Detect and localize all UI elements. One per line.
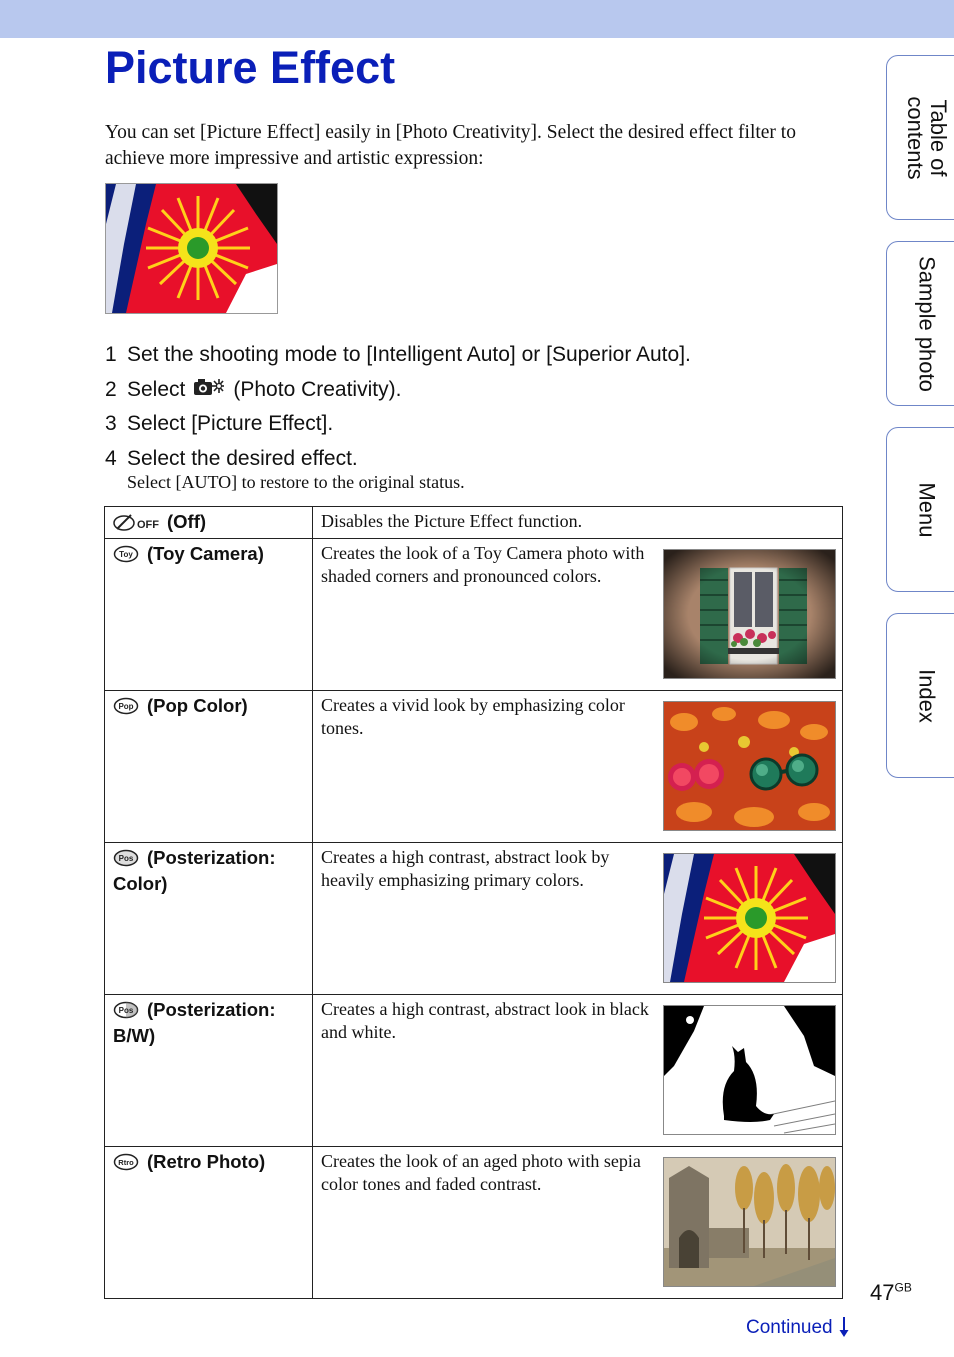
tab-index[interactable]: Index	[886, 613, 954, 778]
toy-camera-icon	[113, 545, 139, 568]
effect-off-icon	[113, 513, 159, 536]
continued-link[interactable]: Continued	[746, 1316, 850, 1339]
tab-table-of-contents[interactable]: Table of contents	[886, 55, 954, 220]
retro-photo-sample-image	[663, 1157, 836, 1287]
effect-description: Creates a high contrast, abstract look in black and white.	[321, 999, 649, 1042]
step-4: 4 Select the desired effect.	[105, 446, 358, 470]
posterization-bw-icon	[113, 1001, 139, 1024]
table-row: Pos (Posterization: B/W) Creates a high contrast, abstract look in black and white.	[105, 995, 843, 1147]
svg-text:OFF: OFF	[137, 519, 159, 531]
page-number: $47^{GB}$	[870, 1280, 912, 1305]
photo-creativity-icon	[193, 377, 225, 403]
retro-photo-icon	[113, 1153, 139, 1176]
pop-color-sample-image	[663, 701, 836, 831]
tab-menu[interactable]: Menu	[886, 427, 954, 592]
table-row: Pos (Posterization: Color) Creates a high contrast, abstract look by heavily emphasizing primary colors.	[105, 843, 843, 995]
effect-table	[104, 506, 843, 1299]
table-row: Rtro (Retro Photo) Creates the look of an aged photo with sepia color tones and faded contrast.	[105, 1147, 843, 1299]
step-note: Select [AUTO] to restore to the original status.	[127, 472, 465, 492]
svg-text:Pop: Pop	[118, 702, 134, 711]
toy-camera-sample-image	[663, 549, 836, 679]
tab-sample-photo[interactable]: Sample photo	[886, 241, 954, 406]
svg-text:Pos: Pos	[118, 854, 134, 863]
step-2: 2 Select (Photo Creativity).	[105, 377, 402, 401]
effect-description: Creates the look of an aged photo with sepia color tones and faded contrast.	[321, 1151, 641, 1194]
arrow-down-icon	[838, 1317, 850, 1338]
effect-description: Creates the look of a Toy Camera photo with shaded corners and pronounced colors.	[321, 543, 645, 586]
posterization-color-icon	[113, 849, 139, 872]
page-title: Picture Effect	[105, 42, 396, 93]
step-list	[105, 338, 845, 476]
table-row: Toy (Toy Camera) Creates the look of a Toy Camera photo with shaded corners and pronounced colors.	[105, 539, 843, 691]
effect-description: Creates a vivid look by emphasizing color tones.	[321, 695, 625, 738]
posterization-bw-sample-image	[663, 1005, 836, 1135]
sample-flower-image	[105, 183, 278, 314]
svg-text:Rtro: Rtro	[118, 1158, 134, 1167]
step-1: 1 Set the shooting mode to [Intelligent Auto] or [Superior Auto].	[105, 343, 691, 367]
effect-description: Disables the Picture Effect function.	[321, 511, 583, 531]
intro-paragraph: You can set [Picture Effect] easily in [Photo Creativity]. Select the desired effect filter to achieve more impressive and artistic expression:	[105, 122, 796, 169]
posterization-color-sample-image	[663, 853, 836, 983]
page-suffix: GB	[894, 1280, 912, 1295]
svg-text:Pos: Pos	[118, 1006, 134, 1015]
top-banner	[0, 0, 954, 38]
table-row: Pop (Pop Color) Creates a vivid look by emphasizing color tones.	[105, 691, 843, 843]
table-row: OFF (Off) Disables the Picture Effect function.	[105, 507, 843, 539]
svg-text:Toy: Toy	[119, 550, 133, 559]
step-3: 3 Select [Picture Effect].	[105, 412, 334, 436]
effect-description: Creates a high contrast, abstract look by heavily emphasizing primary colors.	[321, 847, 610, 890]
pop-color-icon	[113, 697, 139, 720]
